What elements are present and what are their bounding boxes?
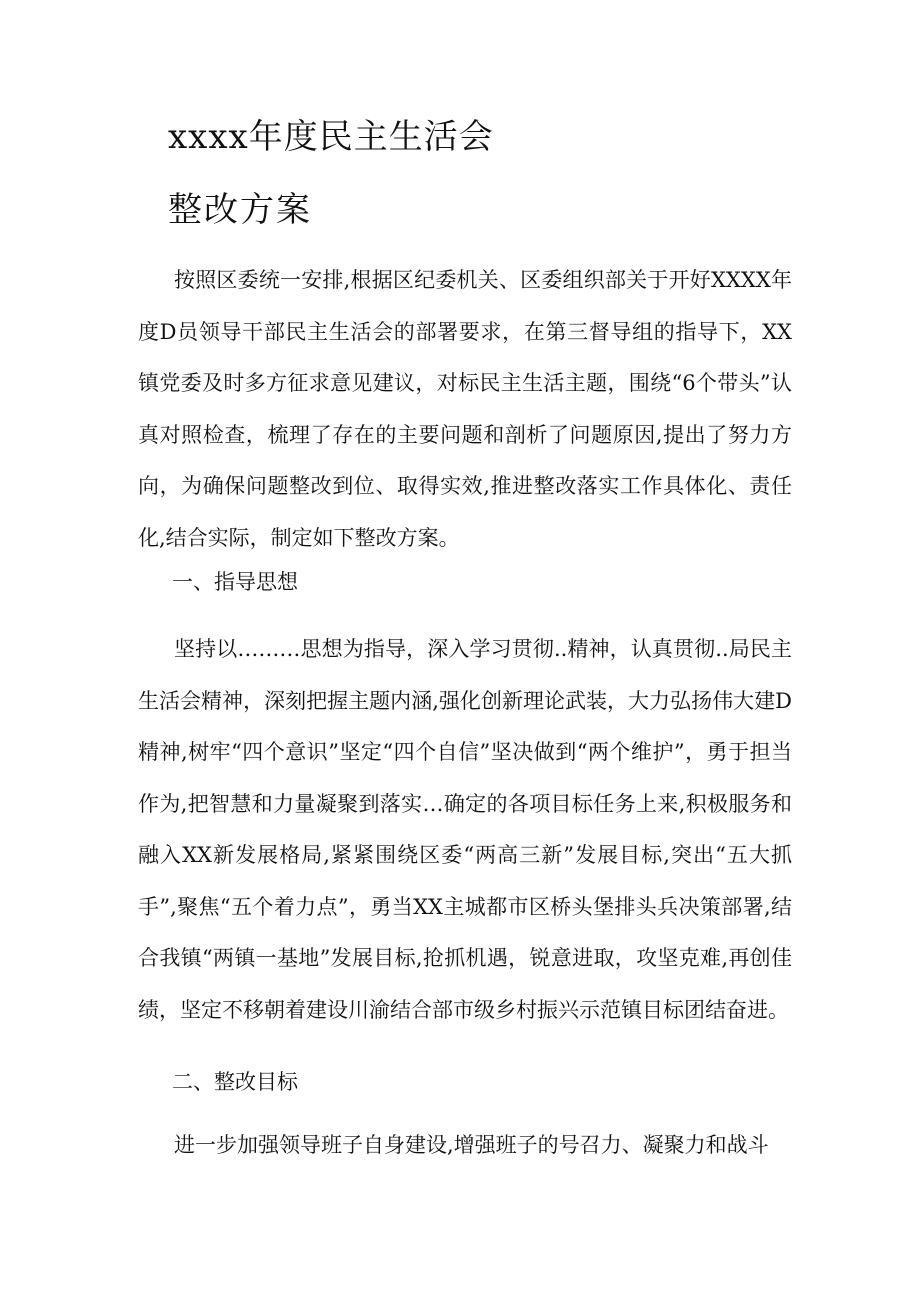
section-heading-guiding-ideology: 一、指导思想	[172, 570, 298, 594]
rectification-goals-paragraph: 进一步加强领导班子自身建设,增强班子的号召力、凝聚力和战斗	[174, 1133, 769, 1157]
document-title-line-1: xxxx年度民主生活会	[168, 117, 494, 157]
guiding-ideology-paragraph: 坚持以………思想为指导，深入学习贯彻..精神，认真贯彻..局民主生活会精神，深刻把握主题内涵,强化创新理论武装，大力弘扬伟大建D精神,树牢“四个意识”坚定“四个自信”坚决做到“两个维护”，勇于担当作为,把智慧和力量凝聚到落实…确定的各项目标任务上来,积极服务和融入XX新发展格局,紧紧围绕区委“两高三新”发展目标,突出“五大抓手”,聚焦“五个着力点”，勇当XX主城都市区桥头堡排头兵决策部署,结合我镇“两镇一基地”发展目标,抢抓机遇，锐意进取，攻坚克难,再创佳绩，坚定不移朝着建设川渝结合部市级乡村振兴示范镇目标团结奋进。	[138, 637, 792, 1022]
document-title-line-2: 整改方案	[168, 190, 312, 230]
intro-paragraph: 按照区委统一安排,根据区纪委机关、区委组织部关于开好XXXX年度D员领导干部民主生活会的部署要求，在第三督导组的指导下，XX镇党委及时多方征求意见建议，对标民主生活主题，围绕“6个带头”认真对照检查，梳理了存在的主要问题和剖析了问题原因,提出了努力方向，为确保问题整改到位、取得实效,推进整改落实工作具体化、责任化,结合实际，制定如下整改方案。	[138, 268, 792, 550]
section-heading-rectification-goals: 二、整改目标	[172, 1070, 298, 1094]
